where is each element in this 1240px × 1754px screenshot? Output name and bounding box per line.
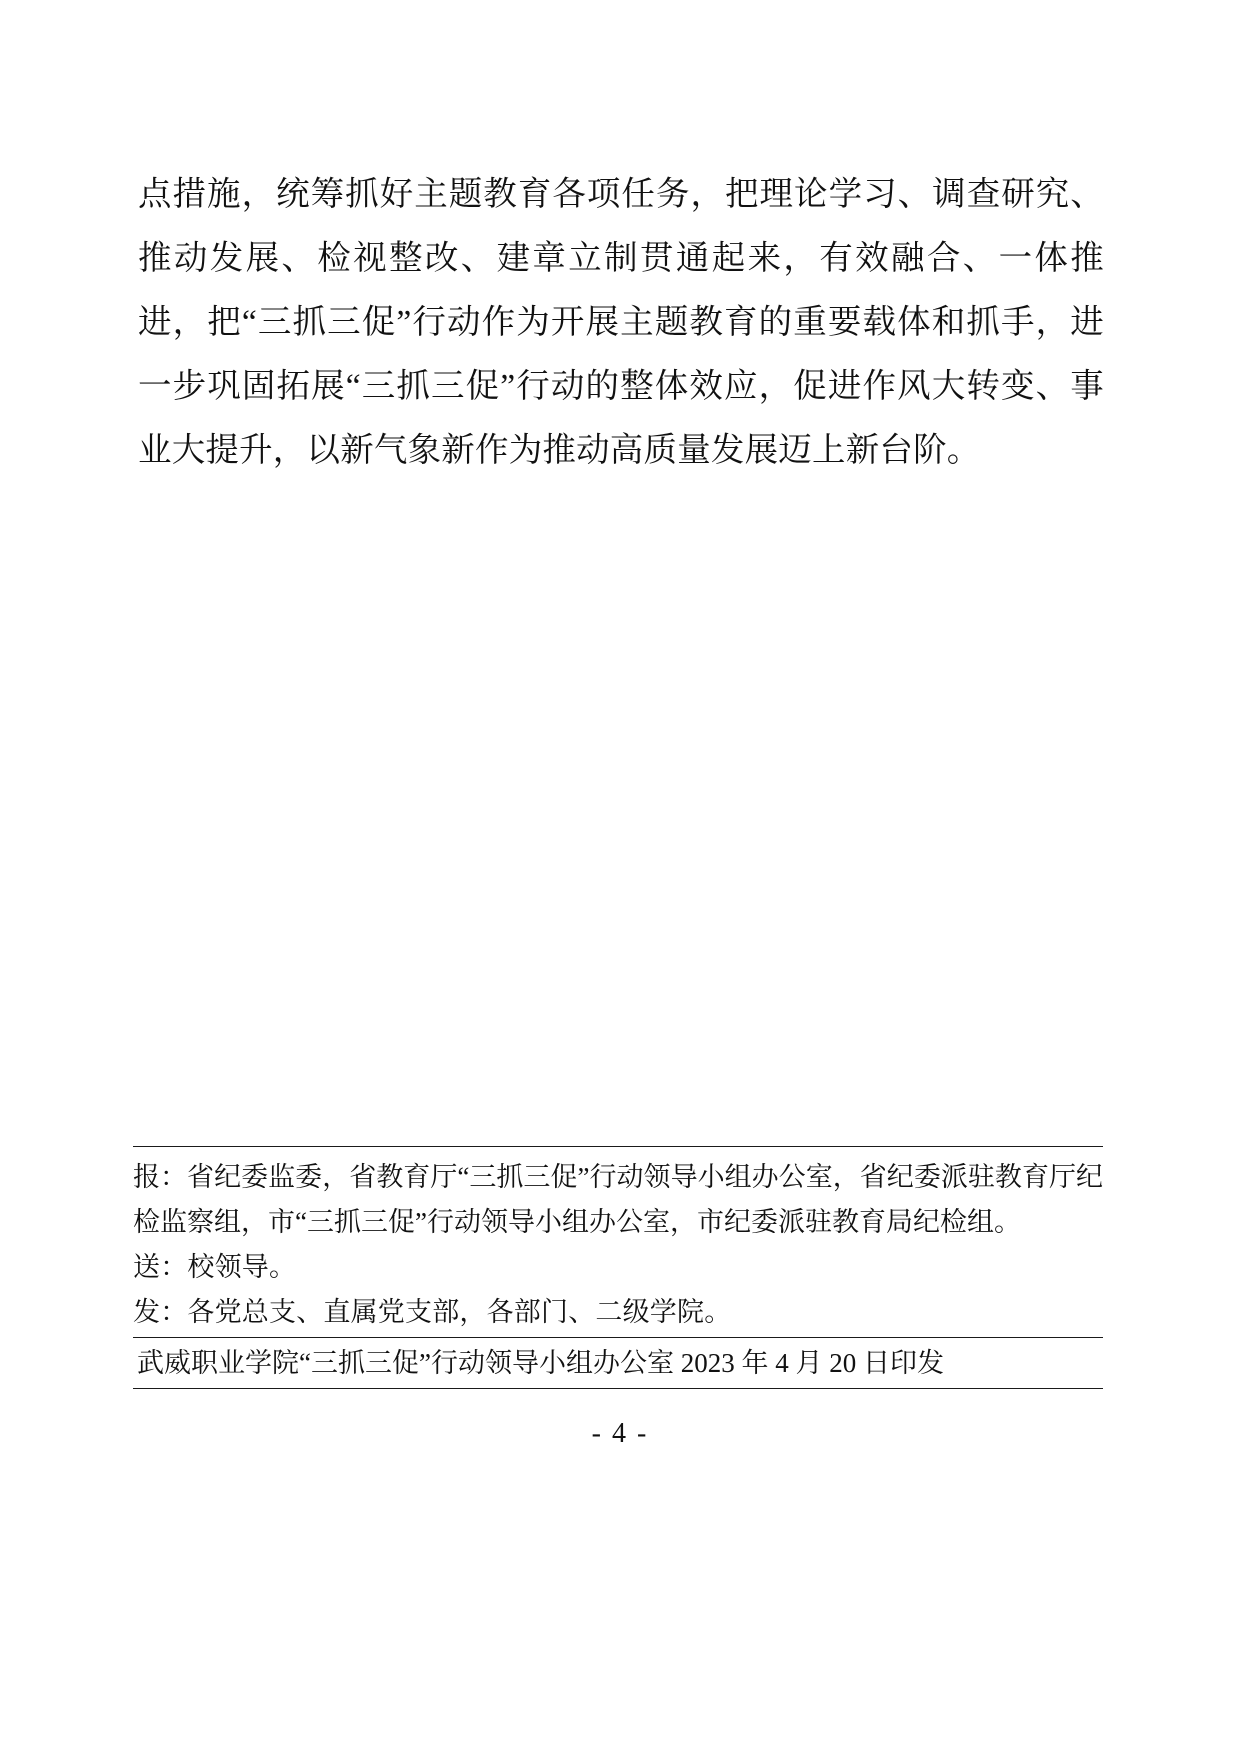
distribution-block: [133, 1146, 1103, 1389]
distribution-issue-line: 发：各党总支、直属党支部，各部门、二级学院。: [133, 1297, 732, 1327]
distribution-send-line: 送：校领导。: [133, 1252, 297, 1282]
distribution-rows: [133, 1147, 1103, 1337]
issuer-line: 武威职业学院“三抓三促”行动领导小组办公室 2023 年 4 月 20 日印发: [137, 1348, 944, 1378]
body-paragraph: 点措施，统筹抓好主题教育各项任务，把理论学习、调查研究、推动发展、检视整改、建章立制贯通起来，有效融合、一体推进，把“三抓三促”行动作为开展主题教育的重要载体和抓手，进一步巩固拓展“三抓三促”行动的整体效应，促进作风大转变、事业大提升，以新气象新作为推动高质量发展迈上新台阶。: [138, 176, 1104, 469]
distribution-report-line: 报：省纪委监委，省教育厅“三抓三促”行动领导小组办公室，省纪委派驻教育厅纪检监察组，市“三抓三促”行动领导小组办公室，市纪委派驻教育局纪检组。: [133, 1162, 1103, 1237]
divider-bottom: [133, 1388, 1103, 1389]
page-number: - 4 -: [591, 1418, 649, 1449]
body-text-block: [138, 163, 1104, 483]
